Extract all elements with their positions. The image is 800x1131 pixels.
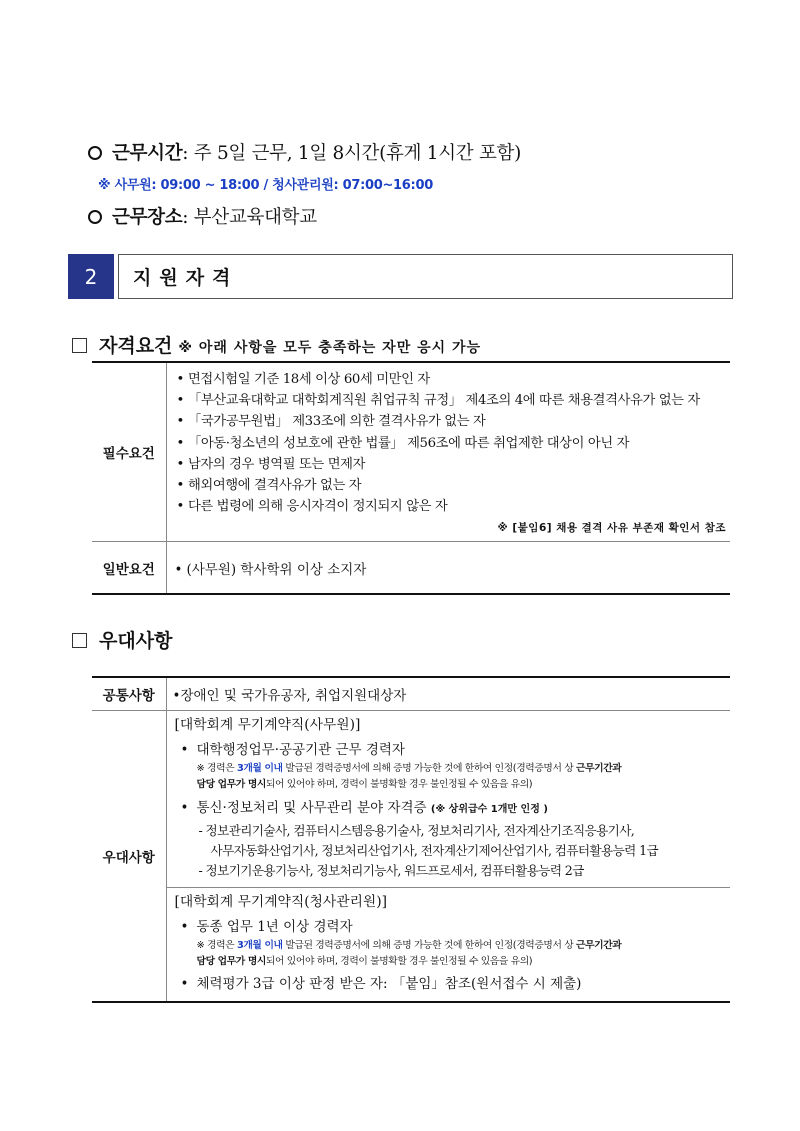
common-item: •장애인 및 국가유공자, 취업지원대상자 xyxy=(172,687,407,704)
qualifications-table xyxy=(92,361,730,595)
work-place-line xyxy=(88,203,317,229)
list-item: • 면접시험일 기준 18세 이상 60세 미만인 자 xyxy=(177,369,731,390)
facility-item-1: • 동종 업무 1년 이상 경력자 xyxy=(175,916,731,938)
preference-cell xyxy=(166,710,730,1002)
facility-head: [대학회계 무기계약직(청사관리원)] xyxy=(174,893,388,910)
work-hours-note: ※ 사무원: 09:00 ~ 18:00 / 청사관리원: 07:00~16:00 xyxy=(98,178,433,193)
circle-bullet-icon xyxy=(88,146,102,160)
required-list xyxy=(167,363,731,519)
common-label: 공통사항 xyxy=(92,677,166,710)
work-hours-line xyxy=(88,139,521,165)
section-title: 지원자격 xyxy=(118,254,733,299)
qualifications-title: 자격요건 xyxy=(99,335,173,357)
office-item-2: • 통신·정보처리 및 사무관리 분야 자격증 (※ 상위급수 1개만 인정 ) xyxy=(175,797,731,821)
office-item-1: • 대학행정업무·공공기관 근무 경력자 xyxy=(175,739,731,761)
facility-block xyxy=(167,887,731,1001)
office-dash-1: - 정보관리기술사, 컴퓨터시스템응용기술사, 정보처리기사, 전자계산기조직응용기사, xyxy=(198,822,635,838)
general-item: • (사무원) 학사학위 이상 소지자 xyxy=(166,542,730,594)
required-note: ※ [붙임6] 채용 결격 사유 부존재 확인서 참조 xyxy=(497,522,726,535)
table-row xyxy=(92,362,730,542)
office-block xyxy=(167,711,731,887)
preference-label: 우대사항 xyxy=(92,710,166,1002)
section-number: 2 xyxy=(68,254,114,299)
work-place-label: 근무장소 xyxy=(112,207,183,228)
list-item: • 남자의 경우 병역필 또는 면제자 xyxy=(177,454,731,475)
office-dash-1-cont: 사무자동화산업기사, 정보처리산업기사, 전자계산기제어산업기사, 컴퓨터활용능력 1급 xyxy=(210,842,659,858)
required-label: 필수요건 xyxy=(92,362,166,542)
table-row xyxy=(92,542,730,594)
work-place-value: : 부산교육대학교 xyxy=(182,207,317,228)
general-label: 일반요건 xyxy=(92,542,166,594)
list-item: • 해외여행에 결격사유가 없는 자 xyxy=(177,475,731,496)
preferences-table xyxy=(92,676,730,1003)
square-bullet-icon xyxy=(72,633,87,648)
circle-bullet-icon xyxy=(88,210,102,224)
table-row xyxy=(92,710,730,1002)
office-head: [대학회계 무기계약직(사무원)] xyxy=(174,716,361,733)
required-cell xyxy=(166,362,730,542)
list-item: • 「부산교육대학교 대학회계직원 취업규칙 규정」 제4조의 4에 따른 채용결격사유가 없는 자 xyxy=(177,390,731,411)
list-item: • 다른 법령에 의해 응시자격이 정지되지 않은 자 xyxy=(177,496,731,517)
qualifications-note: ※ 아래 사항을 모두 충족하는 자만 응시 가능 xyxy=(178,340,482,356)
list-item: • 「국가공무원법」 제33조에 의한 결격사유가 없는 자 xyxy=(177,411,731,432)
preferences-title: 우대사항 xyxy=(99,630,173,652)
table-row xyxy=(92,677,730,710)
list-item: • 「아동·청소년의 성보호에 관한 법률」 제56조에 따른 취업제한 대상이 아닌 자 xyxy=(177,433,731,454)
work-hours-label: 근무시간 xyxy=(112,143,183,164)
qualifications-heading xyxy=(72,331,481,358)
office-note: ※ 경력은 3개월 이내 발급된 경력증명서에 의해 증명 가능한 것에 한하여 인정(경력증명서 상 근무기간과 담당 업무가 명시되어 있어야 하며, 경력이 불명확할 경우 불인정될 수 있음을 유의) xyxy=(196,762,622,790)
facility-note: ※ 경력은 3개월 이내 발급된 경력증명서에 의해 증명 가능한 것에 한하여 인정(경력증명서 상 근무기간과 담당 업무가 명시되어 있어야 하며, 경력이 불명확할 경우 불인정될 수 있음을 유의) xyxy=(196,939,622,967)
office-dash-2: - 정보기기운용기능사, 정보처리기능사, 워드프로세서, 컴퓨터활용능력 2급 xyxy=(198,862,584,878)
preferences-heading xyxy=(72,626,172,653)
square-bullet-icon xyxy=(72,338,87,353)
facility-item-2: • 체력평가 3급 이상 판정 받은 자: 「붙임」참조(원서접수 시 제출) xyxy=(175,973,731,995)
work-hours-value: : 주 5일 근무, 1일 8시간(휴게 1시간 포함) xyxy=(182,143,522,164)
